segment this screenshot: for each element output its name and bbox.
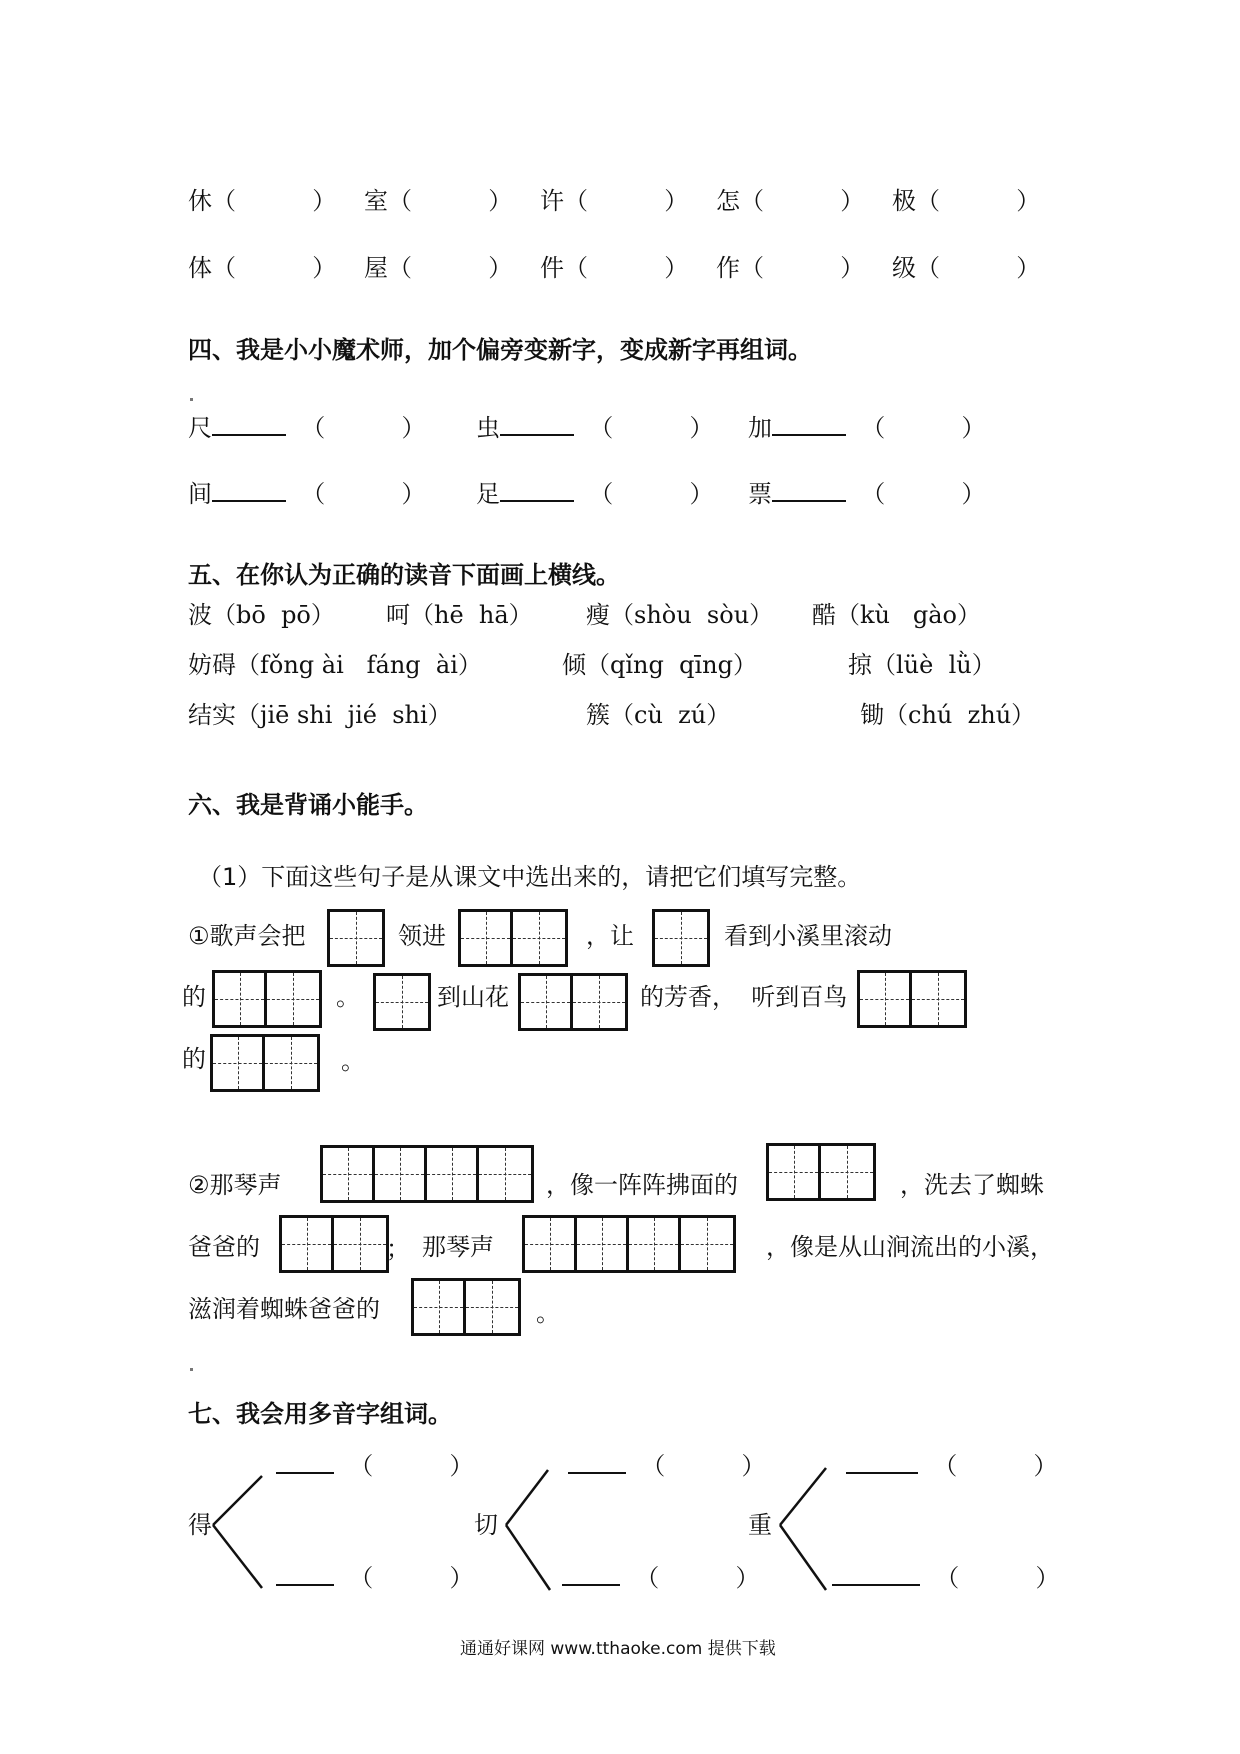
blank-paren[interactable]: （ ） xyxy=(916,187,1041,215)
p1-text: ①歌声会把 xyxy=(188,922,306,950)
blank-paren[interactable]: （ ） xyxy=(349,1564,474,1592)
blank-paren[interactable]: （ ） xyxy=(740,187,865,215)
blank-paren[interactable]: （ ） xyxy=(916,254,1041,282)
polyphone-blank[interactable] xyxy=(846,1450,1058,1481)
section4-heading: 四、我是小小魔术师，加个偏旁变新字，变成新字再组词。 xyxy=(188,336,812,364)
blank-paren[interactable]: （ ） xyxy=(212,254,337,282)
blank-line[interactable] xyxy=(276,1450,334,1474)
char: 尺 xyxy=(188,414,212,442)
blank-paren[interactable]: （ ） xyxy=(589,414,714,442)
p2-text: 那琴声 xyxy=(422,1233,494,1261)
blank-paren[interactable]: （ ） xyxy=(933,1452,1058,1480)
polyphone-blank[interactable] xyxy=(276,1450,474,1481)
char: 件 xyxy=(540,254,564,282)
char: 级 xyxy=(892,254,916,282)
polyphone-blank[interactable] xyxy=(276,1562,474,1593)
polyphone-blank[interactable] xyxy=(562,1562,760,1593)
p1-text: 的 xyxy=(182,983,206,1011)
blank-paren[interactable]: （ ） xyxy=(349,1452,474,1480)
blank-line[interactable] xyxy=(846,1450,918,1474)
char: 极 xyxy=(892,187,916,215)
polyphone-blank[interactable] xyxy=(568,1450,766,1481)
blank-paren[interactable]: （ ） xyxy=(388,254,513,282)
polyphone-char: 得 xyxy=(188,1511,212,1539)
blank-line[interactable] xyxy=(832,1562,920,1586)
pinyin-item: 呵（hē hā） xyxy=(386,601,533,629)
polyphone-blank[interactable] xyxy=(832,1562,1060,1593)
polyphone-char: 重 xyxy=(748,1511,772,1539)
blank-paren[interactable]: （ ） xyxy=(861,414,986,442)
char: 作 xyxy=(716,254,740,282)
char: 票 xyxy=(748,480,772,508)
blank-paren[interactable]: （ ） xyxy=(635,1564,760,1592)
char: 许 xyxy=(540,187,564,215)
blank-paren[interactable]: （ ） xyxy=(564,187,689,215)
pinyin-item: 锄（chú zhú） xyxy=(860,701,1036,729)
blank-paren[interactable]: （ ） xyxy=(301,414,426,442)
pinyin-item: 簇（cù zú） xyxy=(586,701,731,729)
p2-text: ，像一阵阵拂面的 xyxy=(546,1171,738,1199)
char: 虫 xyxy=(476,414,500,442)
blank-line[interactable] xyxy=(562,1562,620,1586)
p1-text: 的 xyxy=(182,1045,206,1073)
blank-paren[interactable]: （ ） xyxy=(564,254,689,282)
footer-credit: 通通好课网 www.tthaoke.com 提供下载 xyxy=(460,1639,776,1659)
char: 室 xyxy=(364,187,388,215)
section5-heading: 五、在你认为正确的读音下面画上横线。 xyxy=(188,561,620,589)
pinyin-item: 波（bō pō） xyxy=(188,601,335,629)
p2-text: ②那琴声 xyxy=(188,1171,282,1199)
blank-line[interactable] xyxy=(276,1562,334,1586)
blank-paren[interactable]: （ ） xyxy=(388,187,513,215)
blank-paren[interactable]: （ ） xyxy=(935,1564,1060,1592)
p1-text: 到山花 xyxy=(437,983,509,1011)
blank-paren[interactable]: （ ） xyxy=(740,254,865,282)
p1-text: 的芳香， 听到百鸟 xyxy=(640,983,848,1011)
char: 体 xyxy=(188,254,212,282)
p1-text: 看到小溪里滚动 xyxy=(724,922,892,950)
p1-text: ，让 xyxy=(586,922,634,950)
p1-text: 领进 xyxy=(398,922,446,950)
char: 屋 xyxy=(364,254,388,282)
blank-paren[interactable]: （ ） xyxy=(861,480,986,508)
p2-text: 。 xyxy=(536,1299,560,1327)
section6-heading: 六、我是背诵小能手。 xyxy=(188,791,428,819)
pinyin-item: 酷（kù gào） xyxy=(812,601,982,629)
p2-text: ，洗去了蜘蛛 xyxy=(900,1171,1044,1199)
section7-heading: 七、我会用多音字组词。 xyxy=(188,1400,452,1428)
pinyin-item: 瘦（shòu sòu） xyxy=(586,601,774,629)
p2-text: 爸爸的 xyxy=(188,1233,260,1261)
p2-text: 滋润着蜘蛛爸爸的 xyxy=(188,1295,380,1323)
blank-paren[interactable]: （ ） xyxy=(641,1452,766,1480)
char: 休 xyxy=(188,187,212,215)
section6-instruction: （1）下面这些句子是从课文中选出来的，请把它们填写完整。 xyxy=(198,863,862,891)
pinyin-item: 妨碍（fǒng ài fáng ài） xyxy=(188,651,482,679)
p2-text: ； xyxy=(386,1235,410,1263)
pinyin-item: 倾（qǐng qīng） xyxy=(562,651,757,679)
pinyin-item: 结实（jiē shi jié shi） xyxy=(188,701,452,729)
pinyin-item: 掠（lüè lǜ） xyxy=(848,651,996,679)
polyphone-char: 切 xyxy=(474,1511,498,1539)
char: 间 xyxy=(188,480,212,508)
blank-paren[interactable]: （ ） xyxy=(301,480,426,508)
blank-paren[interactable]: （ ） xyxy=(212,187,337,215)
blank-paren[interactable]: （ ） xyxy=(589,480,714,508)
p1-text: 。 xyxy=(336,983,360,1011)
char: 足 xyxy=(476,480,500,508)
char: 加 xyxy=(748,414,772,442)
p1-text: 。 xyxy=(341,1047,365,1075)
p2-text: ，像是从山涧流出的小溪， xyxy=(766,1233,1054,1261)
blank-line[interactable] xyxy=(568,1450,626,1474)
char: 怎 xyxy=(716,187,740,215)
